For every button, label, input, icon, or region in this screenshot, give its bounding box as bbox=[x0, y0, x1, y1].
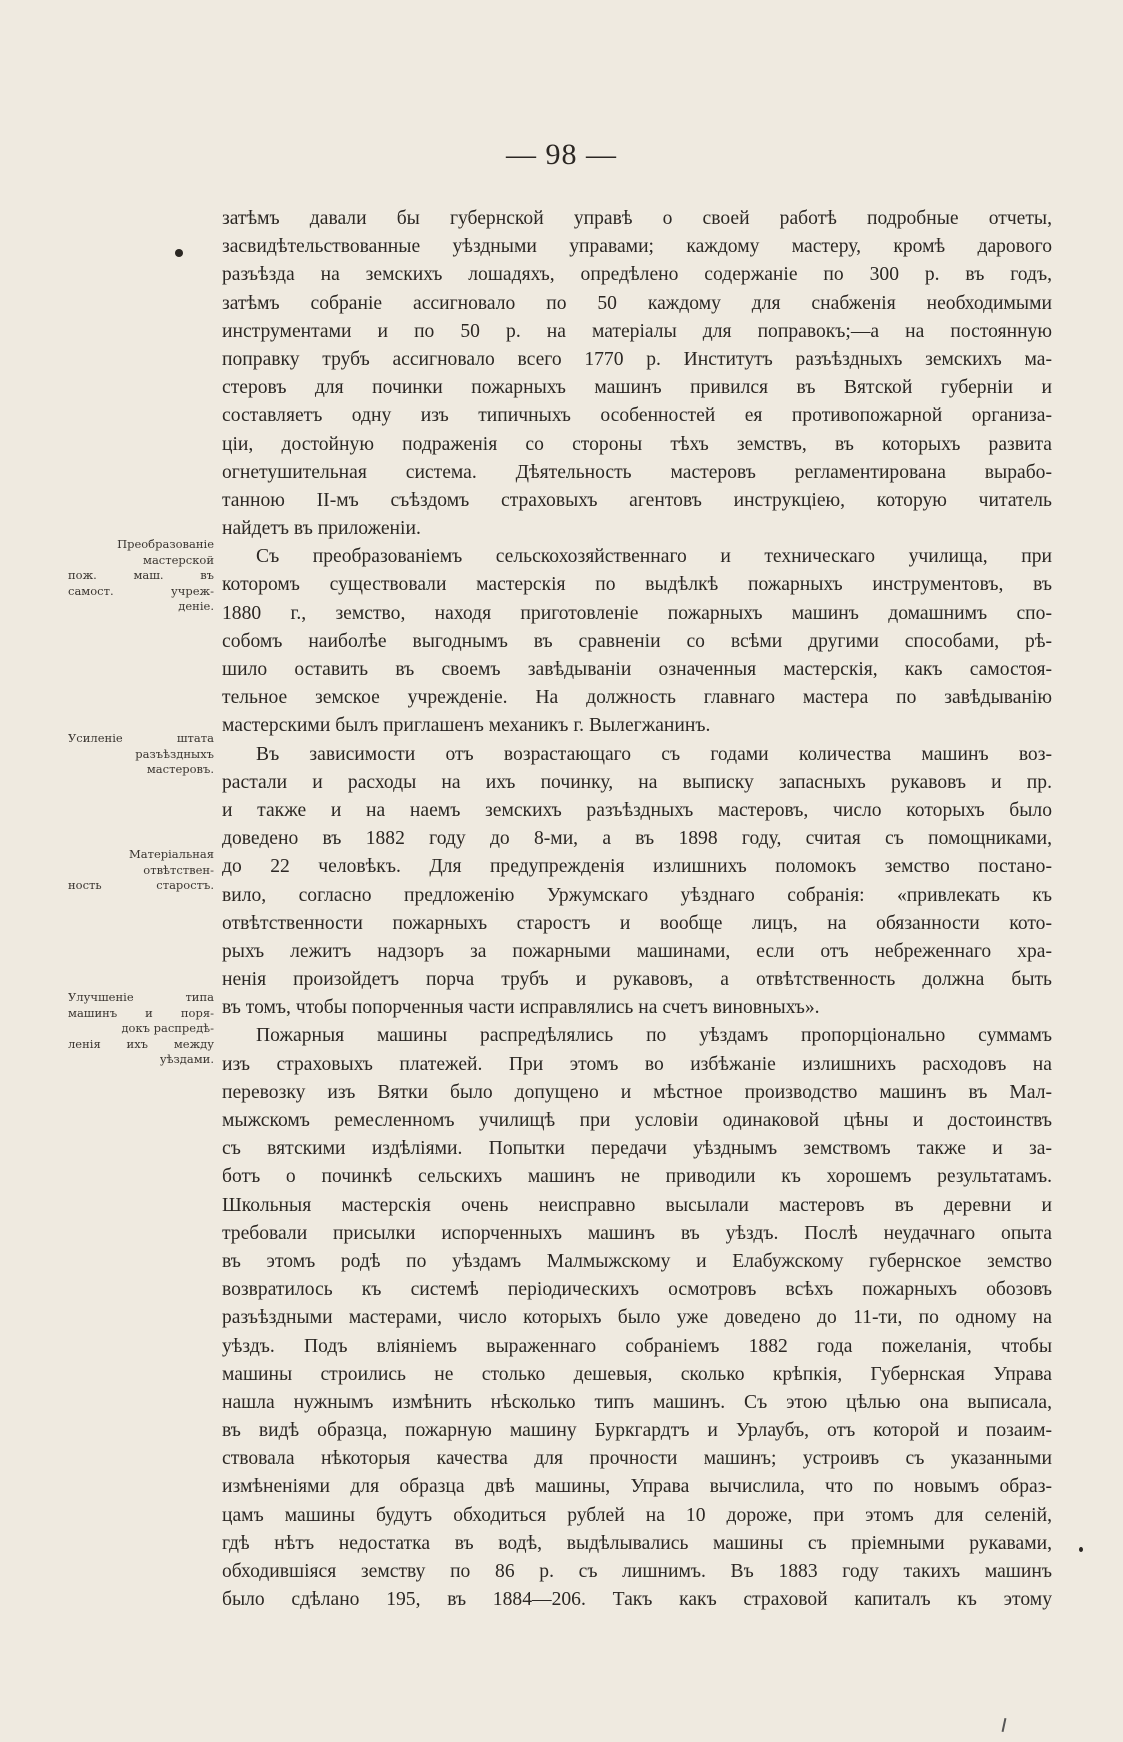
text-line: затѣмъ давали бы губернской управѣ о своей работѣ подробные отчеты, bbox=[222, 208, 1052, 229]
text-line: танною II-мъ съѣздомъ страховыхъ агентовъ инструкціею, которую читатель bbox=[222, 489, 1052, 511]
margin-note-line: уѣздами. bbox=[159, 1052, 214, 1066]
margin-note-line: Улучшеніе типа bbox=[68, 990, 214, 1004]
ink-speck bbox=[1079, 1547, 1083, 1552]
text-line: Школьныя мастерскія очень неисправно высылали мастеровъ въ деревни и bbox=[222, 1194, 1052, 1216]
text-line: до 22 человѣкъ. Для предупрежденія излишнихъ поломокъ земство постано- bbox=[222, 856, 1052, 878]
margin-note-line: ность старостъ. bbox=[68, 878, 214, 892]
text-line: ненія произойдетъ порча трубъ и рукавовъ, а отвѣтственность должна быть bbox=[222, 969, 1052, 991]
margin-note-line: деніе. bbox=[178, 599, 214, 613]
text-line: ботъ о починкѣ сельскихъ машинъ не приводили къ хорошемъ результатамъ. bbox=[222, 1166, 1052, 1188]
text-line: нашла нужнымъ измѣнить нѣсколько типъ машинъ. Съ этою цѣлью она выписала, bbox=[222, 1391, 1052, 1413]
ink-speck bbox=[175, 249, 183, 257]
text-line: засвидѣтельствованные уѣздными управами; каждому мастеру, кромѣ дарового bbox=[222, 236, 1052, 258]
margin-note-line: Преобразованіе bbox=[117, 537, 214, 551]
text-line: ствовала нѣкоторыя качества для прочности машинъ; устроивъ съ указанными bbox=[222, 1448, 1052, 1470]
text-line: огнетушительная система. Дѣятельность мастеровъ регламентирована вырабо- bbox=[222, 461, 1052, 483]
text-line: было сдѣлано 195, въ 1884—206. Такъ какъ страховой капиталъ къ этому bbox=[222, 1589, 1052, 1611]
margin-note-line: мастеровъ. bbox=[146, 762, 214, 776]
text-line: собомъ наиболѣе выгоднымъ въ сравненіи со всѣми другими способами, рѣ- bbox=[222, 630, 1052, 652]
text-line: которомъ существовали мастерскія по выдѣлкѣ пожарныхъ инструментовъ, въ bbox=[222, 574, 1052, 596]
text-line: мыжскомъ ремесленномъ училищѣ при условіи одинаковой цѣны и достоинствъ bbox=[222, 1110, 1052, 1131]
margin-note-line: отвѣтствен- bbox=[143, 862, 214, 877]
text-line: въ этомъ родѣ по уѣздамъ Малмыжскому и Елабужскому губернское земство bbox=[222, 1250, 1052, 1272]
text-line: 1880 г., земство, находя приготовленіе пожарныхъ машинъ домашнимъ спо- bbox=[222, 602, 1052, 624]
text-line: шило оставить въ своемъ завѣдываніи означенныя мастерскія, какъ самостоя- bbox=[222, 659, 1052, 680]
text-line: ціи, достойную подраженія со стороны тѣхъ земствъ, въ которыхъ развита bbox=[222, 433, 1052, 455]
text-line: обходившіяся земству по 86 р. съ лишнимъ. Въ 1883 году такихъ машинъ bbox=[222, 1561, 1052, 1582]
text-line: машины строились не столько дешевыя, сколько крѣпкія, Губернская Управа bbox=[222, 1363, 1052, 1385]
text-line: рыхъ лежитъ надзоръ за пожарными машинами, если отъ небреженнаго хра- bbox=[222, 940, 1052, 962]
body-text bbox=[222, 205, 1052, 1614]
paragraph-end-line: въ томъ, чтобы попорченныя части исправлялись на счетъ виновныхъ». bbox=[222, 997, 820, 1019]
text-line: цамъ машины будутъ обходиться рублей на 10 дороже, при этомъ для селеній, bbox=[222, 1504, 1052, 1526]
text-line: разъѣзда на земскихъ лошадяхъ, опредѣлено содержаніе по 300 р. въ годъ, bbox=[222, 264, 1052, 286]
margin-note-line: пож. маш. въ bbox=[68, 568, 214, 582]
text-line: уѣздъ. Подъ вліяніемъ выраженнаго собраніемъ 1882 года пожеланія, чтобы bbox=[222, 1335, 1052, 1357]
text-line: составляетъ одну изъ типичныхъ особенностей ея противопожарной организа- bbox=[222, 405, 1052, 427]
text-line: вило, согласно предложенію Уржумскаго уѣзднаго собранія: «привлекать къ bbox=[222, 884, 1052, 906]
paragraph-start-line: Въ зависимости отъ возрастающаго съ годами количества машинъ воз- bbox=[256, 743, 1052, 765]
text-line: тельное земское учрежденіе. На должность главнаго мастера по завѣдыванію bbox=[222, 687, 1052, 709]
margin-note-line: самост. учреж- bbox=[68, 583, 214, 598]
text-line: поправку трубъ ассигновало всего 1770 р. Институтъ разъѣздныхъ земскихъ ма- bbox=[222, 348, 1052, 370]
text-line: измѣненіями для образца двѣ машины, Управа вычислила, что по новымъ образ- bbox=[222, 1476, 1052, 1498]
text-line: перевозку изъ Вятки было допущено и мѣстное производство машинъ въ Мал- bbox=[222, 1081, 1052, 1103]
paragraph-start-line: Съ преобразованіемъ сельскохозяйственнаго и техническаго училища, при bbox=[256, 546, 1052, 568]
margin-note-line: ленія ихъ между bbox=[68, 1036, 214, 1051]
text-line: изъ страховыхъ платежей. При этомъ во избѣжаніе излишнихъ расходовъ на bbox=[222, 1053, 1052, 1075]
margin-note-staff-increase bbox=[68, 731, 214, 778]
margin-note-line: Усиленіе штата bbox=[68, 731, 214, 745]
text-line: возвратилось къ системѣ періодическихъ осмотровъ всѣхъ пожарныхъ обозовъ bbox=[222, 1279, 1052, 1301]
margin-note-workshop-reform bbox=[68, 537, 214, 615]
text-line: доведено въ 1882 году до 8-ми, а въ 1898 году, считая съ помощниками, bbox=[222, 828, 1052, 850]
page-number: — 98 — bbox=[506, 138, 617, 171]
margin-note-line: разъѣздныхъ bbox=[135, 746, 214, 761]
margin-note-line: машинъ и поря- bbox=[68, 1005, 214, 1020]
text-line: и также и на наемъ земскихъ разъѣздныхъ мастеровъ, число которыхъ было bbox=[222, 799, 1052, 821]
text-line: затѣмъ собраніе ассигновало по 50 каждому для снабженія необходимыми bbox=[222, 292, 1052, 314]
text-line: инструментами и по 50 р. на матеріалы для поправокъ;—а на постоянную bbox=[222, 320, 1052, 342]
text-line: требовали присылки испорченныхъ машинъ въ уѣздъ. Послѣ неудачнаго опыта bbox=[222, 1222, 1052, 1244]
margin-note-line: мастерской bbox=[143, 552, 214, 567]
text-line: стеровъ для починки пожарныхъ машинъ привился въ Вятской губерніи и bbox=[222, 377, 1052, 399]
paragraph-end-line: найдетъ въ приложеніи. bbox=[222, 518, 421, 540]
text-line: гдѣ нѣтъ недостатка въ водѣ, выдѣлывались машины съ пріемными рукавами, bbox=[222, 1532, 1052, 1554]
text-line: съ вятскими издѣліями. Попытки передачи уѣзднымъ земствомъ также и за- bbox=[222, 1138, 1052, 1160]
paragraph-start-line: Пожарныя машины распредѣлялись по уѣздамъ пропорціонально суммамъ bbox=[256, 1025, 1052, 1047]
text-line: отвѣтственности пожарныхъ старостъ и вообще лицъ, на обязанности кото- bbox=[222, 912, 1052, 934]
text-line: растали и расходы на ихъ починку, на выписку запасныхъ рукавовъ и пр. bbox=[222, 771, 1052, 793]
margin-note-elders-liability bbox=[68, 847, 214, 894]
ink-mark bbox=[1002, 1718, 1007, 1732]
margin-note-line: Матеріальная bbox=[128, 847, 214, 861]
margin-note-line: докъ распредѣ- bbox=[121, 1021, 214, 1035]
paragraph-end-line: мастерскими былъ приглашенъ механикъ г. Вылегжанинъ. bbox=[222, 715, 711, 737]
margin-note-machine-type bbox=[68, 990, 214, 1068]
text-line: разъѣздными мастерами, число которыхъ было уже доведено до 11-ти, по одному на bbox=[222, 1307, 1052, 1329]
text-line: въ видѣ образца, пожарную машину Буркгардтъ и Урлаубъ, отъ которой и позаим- bbox=[222, 1420, 1052, 1442]
